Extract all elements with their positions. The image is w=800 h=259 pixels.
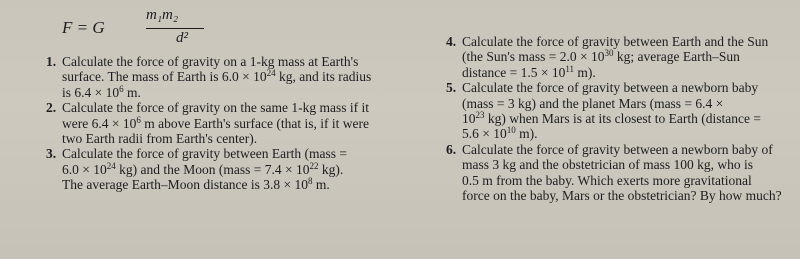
problem-text-line: Calculate the force of gravity on a 1-kg mass at Earth's [62,54,359,69]
problem-text-line: two Earth radii from Earth's center). [62,131,258,147]
fraction-bar [146,28,204,29]
problem-text-line: mass 3 kg and the obstetrician of mass 100 kg, who is [462,157,753,173]
formula-denominator: d² [176,30,188,46]
exponent: 6 [136,114,141,125]
formula-lhs: F = G [62,18,105,37]
exponent: 30 [604,48,614,59]
gravity-formula [62,4,222,52]
problem-text-line: 0.5 m from the baby. Which exerts more gravitational [462,172,752,188]
problem-text-line: Calculate the force of gravity between Earth (mass = [62,146,347,162]
problem-text-line: Calculate the force of gravity between a newborn baby of [462,141,773,157]
problem-1 [40,54,400,100]
problem-5 [440,80,792,142]
problem-4 [440,34,792,80]
formula-numerator: m₁m₂ [146,7,179,23]
problem-text-line: $10^{23}$ kg) when Mars is at its closest to Earth (distance = [462,110,761,127]
problems-right-column [440,34,792,203]
problem-3 [40,146,400,192]
problem-text-line: distance = $1.5 \times 10^{11}$ m). [462,63,596,80]
problem-text-line: $5.6 \times 10^{10}$ m). [462,125,538,142]
problem-number: 1. [46,54,57,69]
problem-number: 5. [446,80,457,96]
exponent: 22 [309,160,319,171]
problem-text-line: $6.0 \times 10^{24}$ kg) and the Moon (mass = $7.4 \times 10^{22}$ kg). [62,160,344,177]
problem-text-line: force on the baby, Mars or the obstetrician? By how much? [462,188,782,204]
exponent: 23 [475,110,485,121]
problem-number: 4. [446,34,457,49]
problem-number: 6. [446,141,457,157]
problem-text-line: surface. The mass of Earth is $6.0 \times 10^{24}$ kg, and its radius [62,68,372,85]
problem-number: 2. [46,100,57,116]
problem-number: 3. [46,146,57,162]
problems-left-column [40,54,400,193]
problem-text-line: (mass = 3 kg) and the planet Mars (mass = 6.4 × [462,95,724,111]
problem-6 [440,142,792,204]
problem-2 [40,100,400,146]
problem-text-line: Calculate the force of gravity between a newborn baby [462,80,759,96]
exponent: 8 [308,176,313,187]
exponent: 24 [106,160,116,171]
exponent: 10 [506,125,516,136]
problem-text-line: Calculate the force of gravity on the same 1-kg mass if it [62,100,370,116]
problem-text-line: The average Earth–Moon distance is $3.8 \times 10^8$ m. [62,176,330,193]
exponent: 11 [565,63,575,74]
exponent: 24 [266,68,276,79]
problem-text-line: is $6.4 \times 10^6$ m. [62,83,141,100]
problem-text-line: Calculate the force of gravity between Earth and the Sun [462,34,769,49]
problem-text-line: were $6.4 \times 10^6$ m above Earth's surface (that is, if it were [62,114,369,131]
exponent: 6 [119,83,124,94]
problem-text-line: (the Sun's mass = $2.0 \times 10^{30}$ kg; average Earth–Sun [462,48,740,65]
